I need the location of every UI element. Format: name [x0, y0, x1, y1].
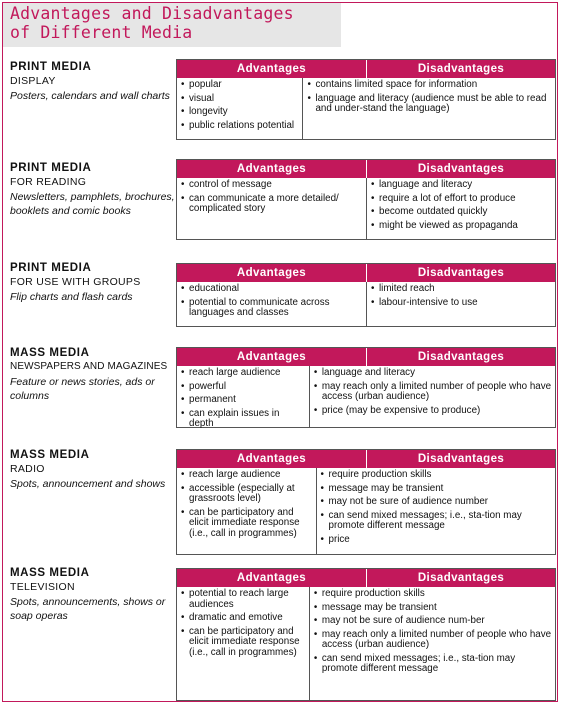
list-item: • potential to reach large audiences — [181, 589, 306, 610]
list-item: • can be participatory and elicit immediate response (i.e., call in programmes) — [181, 627, 306, 659]
media-category: PRINT MEDIA — [10, 262, 92, 274]
media-subtitle: TELEVISION — [10, 581, 75, 593]
media-category: MASS MEDIA — [10, 449, 90, 461]
media-category: PRINT MEDIA — [10, 162, 92, 174]
disadvantages-header: Disadvantages — [366, 348, 555, 366]
list-item: • reach large audience — [181, 368, 306, 379]
media-subtitle: FOR USE WITH GROUPS — [10, 276, 141, 288]
list-item: • message may be transient — [314, 603, 552, 614]
list-item: • longevity — [181, 107, 299, 118]
list-item: • may reach only a limited number of people who have access (urban audience) — [314, 382, 552, 403]
media-description: Posters, calendars and wall charts — [10, 90, 170, 102]
disadvantages-header: Disadvantages — [366, 160, 555, 178]
media-description: Newsletters, pamphlets, brochures, booklets and comic books — [10, 191, 175, 217]
media-subtitle: RADIO — [10, 463, 45, 475]
list-item: • visual — [181, 94, 299, 105]
list-item: • may not be sure of audience number — [321, 497, 553, 508]
media-description: Spots, announcement and shows — [10, 478, 166, 490]
advantages-header: Advantages — [236, 63, 307, 75]
list-item: • dramatic and emotive — [181, 613, 306, 624]
list-item: • contains limited space for information — [307, 80, 552, 91]
comparison-table — [176, 263, 556, 327]
advantages-list — [177, 282, 366, 326]
list-item: • public relations potential — [181, 121, 299, 132]
media-label — [10, 162, 178, 218]
media-label — [10, 449, 178, 492]
table-header — [177, 450, 555, 468]
title-box — [3, 3, 341, 47]
media-label — [10, 347, 178, 403]
media-description: Spots, announcements, shows or soap operas — [10, 596, 166, 622]
advantages-header: Advantages — [236, 163, 307, 175]
list-item: • labour-intensive to use — [371, 298, 552, 309]
list-item: • permanent — [181, 395, 306, 406]
comparison-table — [176, 449, 556, 555]
disadvantages-list — [309, 366, 555, 427]
table-header — [177, 160, 555, 178]
media-label — [10, 61, 178, 104]
advantages-list — [177, 366, 309, 427]
advantages-header: Advantages — [236, 267, 307, 279]
list-item: • can explain issues in depth — [181, 409, 306, 430]
list-item: • powerful — [181, 382, 306, 393]
list-item: • accessible (especially at grassroots level) — [181, 484, 313, 505]
media-description: Flip charts and flash cards — [10, 291, 133, 303]
disadvantages-list — [366, 178, 555, 239]
advantages-list — [177, 587, 309, 700]
disadvantages-list — [302, 78, 555, 139]
advantages-header: Advantages — [236, 453, 307, 465]
list-item: • reach large audience — [181, 470, 313, 481]
list-item: • may reach only a limited number of people who have access (urban audience) — [314, 630, 552, 651]
advantages-list — [177, 178, 366, 239]
disadvantages-header: Disadvantages — [366, 569, 555, 587]
list-item: • educational — [181, 284, 363, 295]
media-label — [10, 567, 178, 623]
comparison-table — [176, 159, 556, 240]
title-line-1: Advantages and Disadvantages — [10, 4, 294, 23]
advantages-header: Advantages — [236, 572, 307, 584]
comparison-table — [176, 347, 556, 428]
media-subtitle: NEWSPAPERS AND MAGAZINES — [10, 361, 168, 372]
media-label — [10, 262, 178, 305]
list-item: • become outdated quickly — [371, 207, 552, 218]
list-item: • potential to communicate across languages and classes — [181, 298, 363, 319]
media-category: PRINT MEDIA — [10, 61, 92, 73]
list-item: • can be participatory and elicit immediate response (i.e., call in programmes) — [181, 508, 313, 540]
advantages-list — [177, 468, 316, 554]
list-item: • might be viewed as propaganda — [371, 221, 552, 232]
advantages-list — [177, 78, 302, 139]
advantages-header: Advantages — [236, 351, 307, 363]
list-item: • language and literacy (audience must be able to read and under-stand the language) — [307, 94, 552, 115]
list-item: • language and literacy — [371, 180, 552, 191]
disadvantages-list — [366, 282, 555, 326]
list-item: • require a lot of effort to produce — [371, 194, 552, 205]
list-item: • may not be sure of audience num-ber — [314, 616, 552, 627]
list-item: • require production skills — [321, 470, 553, 481]
list-item: • can send mixed messages; i.e., sta-tion may promote different message — [314, 654, 552, 675]
list-item: • price — [321, 535, 553, 546]
comparison-table — [176, 59, 556, 140]
list-item: • limited reach — [371, 284, 552, 295]
list-item: • can communicate a more detailed/ complicated story — [181, 194, 363, 215]
disadvantages-list — [316, 468, 556, 554]
comparison-table — [176, 568, 556, 701]
disadvantages-header: Disadvantages — [366, 450, 555, 468]
table-header — [177, 348, 555, 366]
disadvantages-header: Disadvantages — [366, 264, 555, 282]
media-category: MASS MEDIA — [10, 347, 90, 359]
disadvantages-list — [309, 587, 555, 700]
title-line-2: of Different Media — [10, 23, 193, 42]
list-item: • price (may be expensive to produce) — [314, 406, 552, 417]
media-category: MASS MEDIA — [10, 567, 90, 579]
list-item: • require production skills — [314, 589, 552, 600]
list-item: • can send mixed messages; i.e., sta-tion may promote different message — [321, 511, 553, 532]
media-subtitle: FOR READING — [10, 176, 87, 188]
table-header — [177, 569, 555, 587]
list-item: • language and literacy — [314, 368, 552, 379]
list-item: • popular — [181, 80, 299, 91]
media-subtitle: DISPLAY — [10, 75, 56, 87]
table-header — [177, 264, 555, 282]
media-description: Feature or news stories, ads or columns — [10, 376, 155, 402]
list-item: • control of message — [181, 180, 363, 191]
disadvantages-header: Disadvantages — [366, 60, 555, 78]
table-header — [177, 60, 555, 78]
list-item: • message may be transient — [321, 484, 553, 495]
